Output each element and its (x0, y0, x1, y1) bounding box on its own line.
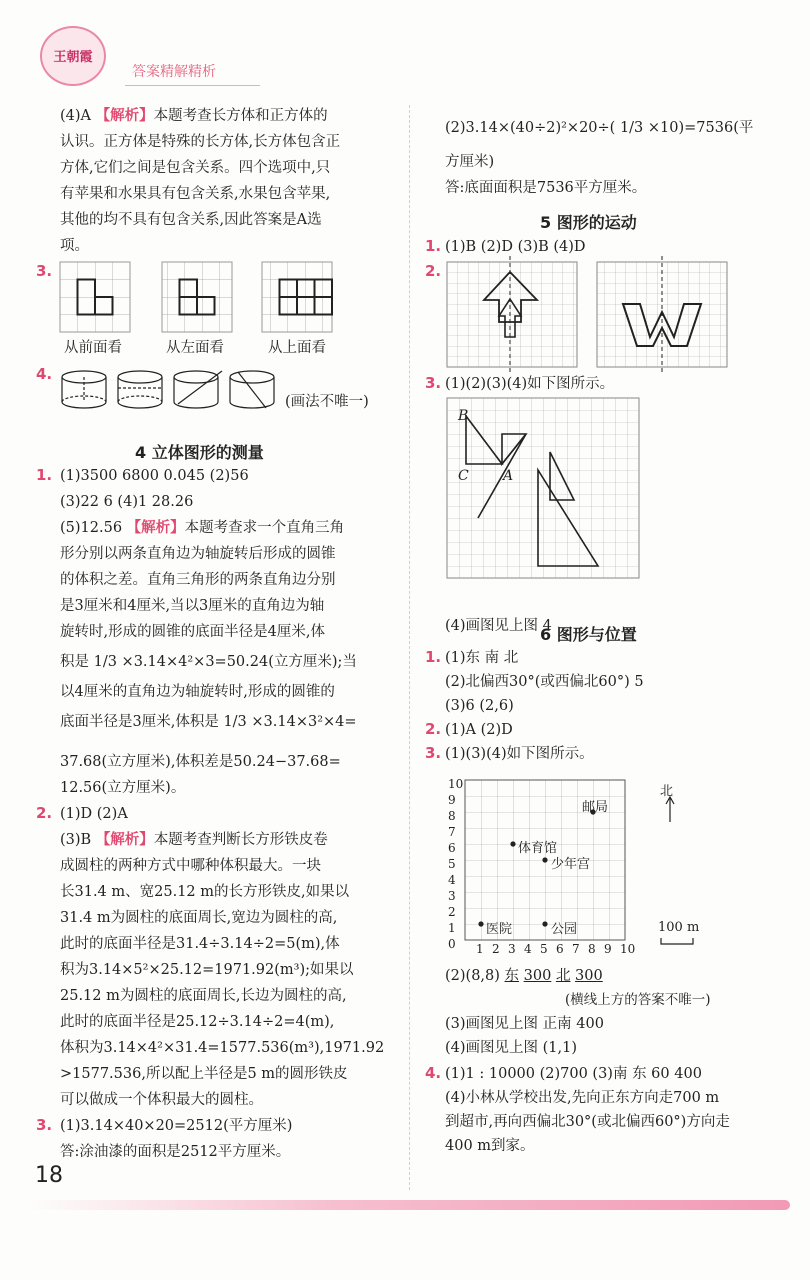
text-line: 到超市,再向西偏北30°(或北偏西60°)方向走 (445, 1114, 730, 1130)
text-line: 项。 (60, 238, 89, 254)
page-number: 18 (35, 1163, 63, 1188)
map-y-axis-labels: 10 9 8 7 6 5 4 3 2 1 0 (448, 777, 464, 951)
place-stadium: 体育馆 (518, 841, 558, 856)
text-line: (1)B (2)D (3)B (4)D (445, 239, 586, 255)
text-line: 成圆柱的两种方式中哪种体积最大。一块 (60, 858, 321, 874)
view-label-left: 从左面看 (166, 340, 224, 356)
north-label: 北 (660, 784, 674, 799)
text-line: 方厘米) (445, 154, 495, 170)
header-title: 答案精解精析 (132, 64, 216, 80)
place-post-office: 邮局 (582, 800, 609, 815)
map-scale-label: 100 m (658, 920, 700, 935)
question-number: 4. (36, 365, 53, 383)
text-line: 37.68(立方厘米),体积差是50.24−37.68= (60, 754, 341, 770)
question-number: 3. (425, 744, 442, 762)
text-line: (5)12.56 【解析】本题考查求一个直角三角 (60, 519, 345, 536)
question-number: 2. (425, 720, 442, 738)
text-line: (1)(2)(3)(4)如下图所示。 (445, 376, 615, 392)
text-line: (1)东 南 北 (445, 650, 519, 666)
answer-4-line1: (4)A 【解析】本题考查长方体和正方体的 (60, 107, 328, 124)
logo-text: 王朝霞 (53, 50, 93, 65)
text-line: (2)(8,8) 东 300 北 300 (445, 968, 603, 984)
header-divider (125, 85, 260, 86)
text-line: (3)画图见上图 正南 400 (445, 1016, 604, 1032)
text-line: 积是 1/3 ×3.14×4²×3=50.24(立方厘米);当 (60, 654, 357, 670)
map-scale-bar (660, 938, 696, 946)
text-line: 认识。正方体是特殊的长方体,长方体包含正 (60, 134, 341, 150)
text-line: (4)画图见上图 (1,1) (445, 1040, 578, 1056)
answer-note: (横线上方的答案不唯一) (565, 992, 711, 1008)
text-line: 可以做成一个体积最大的圆柱。 (60, 1092, 263, 1108)
symmetry-grids (447, 262, 767, 372)
text-line: 400 m到家。 (445, 1138, 535, 1154)
text-line: (1)A (2)D (445, 722, 513, 738)
text-line: 其他的均不具有包含关系,因此答案是A选 (60, 212, 322, 228)
column-divider (409, 105, 410, 1190)
text-line: 积为3.14×5²×25.12=1971.92(m³);如果以 (60, 962, 354, 978)
text-line: 此时的底面半径是25.12÷3.14÷2=4(m), (60, 1014, 335, 1030)
text-line: 长31.4 m、宽25.12 m的长方形铁皮,如果以 (60, 884, 350, 900)
text-line: (3)6 (2,6) (445, 698, 514, 714)
text-line: 答:涂油漆的面积是2512平方厘米。 (60, 1144, 291, 1160)
text-line: (2)3.14×(40÷2)²×20÷( 1/3 ×10)=7536(平 (445, 120, 754, 136)
text-line: (3)B 【解析】本题考查判断长方形铁皮卷 (60, 831, 328, 848)
place-park: 公园 (551, 922, 578, 937)
text-line: 的体积之差。直角三角形的两条直角边分别 (60, 572, 336, 588)
view-label-top: 从上面看 (268, 340, 326, 356)
page-header (30, 20, 790, 90)
place-youth-palace: 少年宫 (551, 857, 591, 872)
text-line: 答:底面面积是7536平方厘米。 (445, 180, 647, 196)
question-number: 1. (425, 648, 442, 666)
text-line: (1)3500 6800 0.045 (2)56 (60, 468, 249, 484)
section-5-title: 5 图形的运动 (540, 213, 637, 232)
point-label-a: A (503, 468, 514, 484)
text-line: 是3厘米和4厘米,当以3厘米的直角边为轴 (60, 598, 325, 614)
text-line: (1)1 : 10000 (2)700 (3)南 东 60 400 (445, 1066, 702, 1082)
text-line: 以4厘米的直角边为轴旋转时,形成的圆锥的 (60, 684, 335, 700)
question-number: 3. (36, 1116, 53, 1134)
question-number: 2. (425, 262, 442, 280)
text-line: (1)D (2)A (60, 806, 128, 822)
point-label-b: B (458, 408, 469, 424)
view-label-front: 从前面看 (64, 340, 122, 356)
question-number: 1. (425, 237, 442, 255)
text-line: (2)北偏西30°(或西偏北60°) 5 (445, 674, 644, 690)
three-views-figure (60, 262, 340, 337)
drawing-note: (画法不唯一) (285, 394, 369, 410)
cylinders-figure (60, 368, 290, 418)
section-4-title: 4 立体图形的测量 (135, 443, 264, 462)
text-line: (3)22 6 (4)1 28.26 (60, 494, 194, 510)
text-line: 此时的底面半径是31.4÷3.14÷2=5(m),体 (60, 936, 340, 952)
text-line: 底面半径是3厘米,体积是 1/3 ×3.14×3²×4= (60, 714, 357, 730)
footer-decoration (30, 1200, 790, 1210)
text-line: 25.12 m为圆柱的底面周长,长边为圆柱的高, (60, 988, 347, 1004)
text-line: 方体,它们之间是包含关系。四个选项中,只 (60, 160, 331, 176)
place-hospital: 医院 (486, 922, 513, 937)
rotation-grid-figure (447, 398, 639, 580)
text-line: 旋转时,形成的圆锥的底面半径是4厘米,体 (60, 624, 325, 640)
text-line: (1)(3)(4)如下图所示。 (445, 746, 594, 762)
brand-logo (40, 26, 106, 86)
text-line: (1)3.14×40×20=2512(平方厘米) (60, 1118, 293, 1134)
text-line: 有苹果和水果具有包含关系,水果包含苹果, (60, 186, 331, 202)
text-line: 体积为3.14×4²×31.4=1577.536(m³),1971.92 (60, 1040, 385, 1056)
north-arrow-icon (665, 796, 675, 822)
question-number: 2. (36, 804, 53, 822)
text-line: 12.56(立方厘米)。 (60, 780, 186, 796)
text-line: 31.4 m为圆柱的底面周长,宽边为圆柱的高, (60, 910, 338, 926)
question-number: 4. (425, 1064, 442, 1082)
section-6-title: 6 图形与位置 (540, 625, 637, 644)
question-number: 1. (36, 466, 53, 484)
question-number: 3. (425, 374, 442, 392)
point-label-c: C (458, 468, 469, 484)
text-line: (4)画图见上图 4 (445, 618, 552, 634)
text-line: 形分别以两条直角边为轴旋转后形成的圆锥 (60, 546, 336, 562)
question-number: 3. (36, 262, 53, 280)
text-line: (4)小林从学校出发,先向正东方向走700 m (445, 1090, 720, 1106)
text-line: >1577.536,所以配上半径是5 m的圆形铁皮 (60, 1066, 348, 1082)
map-x-axis-labels: 1 2 3 4 5 6 7 8 9 10 (476, 942, 636, 956)
